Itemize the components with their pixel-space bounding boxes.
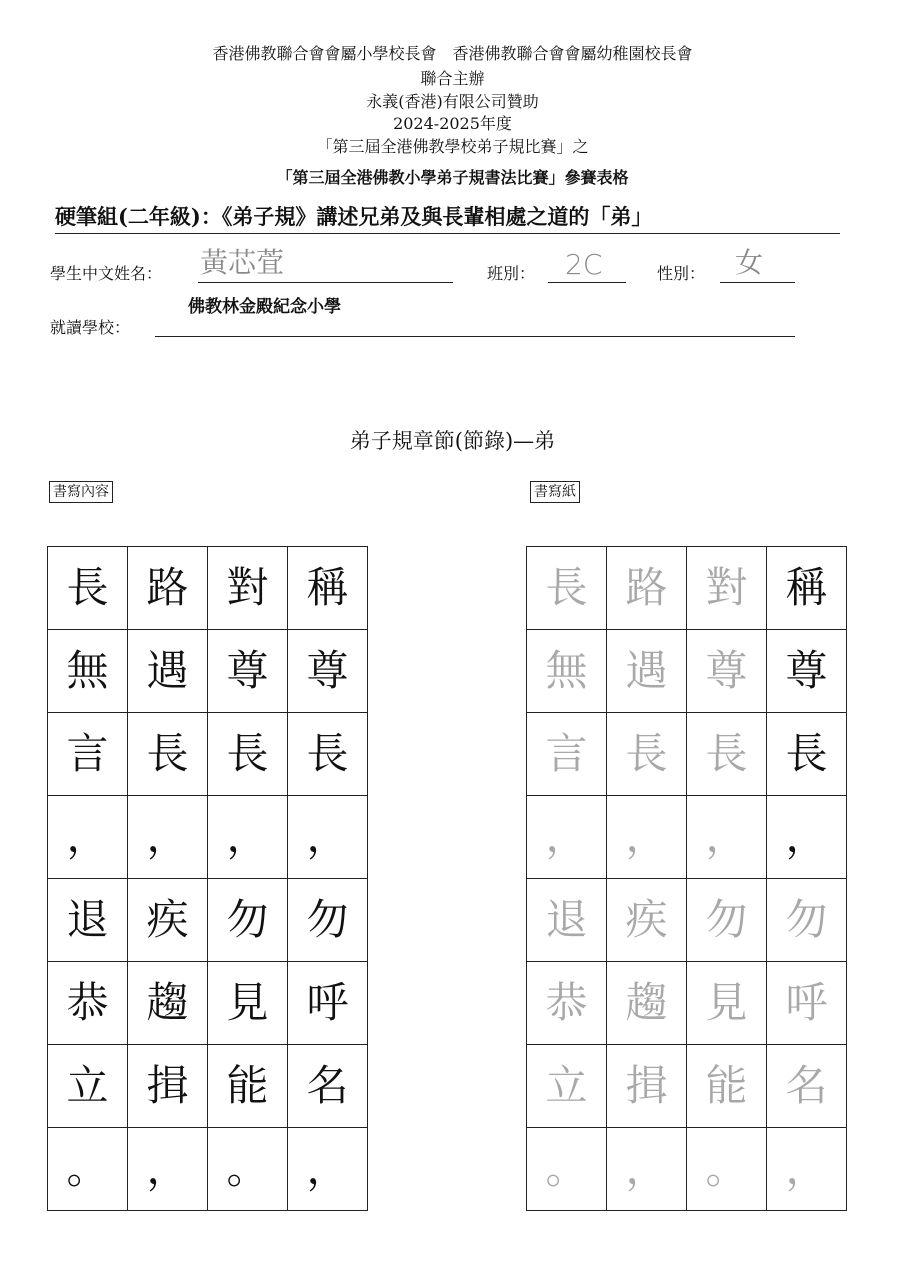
practice-cell[interactable]: 勿 [687, 879, 767, 962]
model-cell: ， [288, 796, 368, 879]
practice-cell[interactable]: 。 [527, 1128, 607, 1211]
practice-cell[interactable]: 退 [527, 879, 607, 962]
model-cell: ， [288, 1128, 368, 1211]
class-label: 班別： [487, 264, 536, 283]
gender-value[interactable]: 女 [735, 246, 764, 279]
gender-underline [720, 282, 795, 283]
model-cell: 勿 [288, 879, 368, 962]
practice-cell[interactable]: 路 [607, 547, 687, 630]
practice-cell[interactable]: 恭 [527, 962, 607, 1045]
practice-cell[interactable]: 。 [687, 1128, 767, 1211]
practice-cell[interactable]: 長 [607, 713, 687, 796]
practice-cell[interactable]: ， [607, 796, 687, 879]
model-grid [47, 546, 368, 1211]
model-cell: 恭 [48, 962, 128, 1045]
model-cell: 對 [208, 547, 288, 630]
name-underline [198, 282, 453, 283]
practice-cell[interactable]: 長 [527, 547, 607, 630]
practice-cell[interactable]: 疾 [607, 879, 687, 962]
model-cell: 言 [48, 713, 128, 796]
model-cell: 尊 [288, 630, 368, 713]
practice-cell[interactable]: 能 [687, 1045, 767, 1128]
practice-cell[interactable]: 稱 [767, 547, 847, 630]
practice-cell[interactable]: 勿 [767, 879, 847, 962]
writing-paper-label: 書寫紙 [530, 481, 580, 503]
sponsor-line: 永義(香港)有限公司贊助 [366, 92, 539, 111]
model-cell: 路 [128, 547, 208, 630]
model-cell: 無 [48, 630, 128, 713]
model-cell: ， [128, 796, 208, 879]
model-cell: 能 [208, 1045, 288, 1128]
practice-cell[interactable]: 言 [527, 713, 607, 796]
model-cell: 尊 [208, 630, 288, 713]
subject-heading: 硬筆組(二年級)：《弟子規》講述兄弟及與長輩相處之道的「弟」 [55, 203, 840, 234]
model-cell: 長 [48, 547, 128, 630]
name-value[interactable]: 黃芯萓 [200, 246, 285, 279]
model-cell: 長 [288, 713, 368, 796]
practice-cell[interactable]: 遇 [607, 630, 687, 713]
gender-label: 性別： [657, 264, 706, 283]
practice-cell[interactable]: 對 [687, 547, 767, 630]
school-label: 就讀學校： [50, 318, 131, 337]
practice-cell[interactable]: 尊 [687, 630, 767, 713]
practice-cell[interactable]: 名 [767, 1045, 847, 1128]
model-cell: 。 [48, 1128, 128, 1211]
section-title: 弟子規章節(節錄)—弟 [349, 429, 556, 453]
form-title: 「第三屆全港佛教小學弟子規書法比賽」參賽表格 [276, 168, 629, 187]
practice-cell[interactable]: 立 [527, 1045, 607, 1128]
model-cell: 見 [208, 962, 288, 1045]
competition-line: 「第三屆全港佛教學校弟子規比賽」之 [316, 137, 589, 156]
practice-cell[interactable]: 尊 [767, 630, 847, 713]
model-cell: 趨 [128, 962, 208, 1045]
model-cell: 長 [208, 713, 288, 796]
practice-cell[interactable]: ， [767, 1128, 847, 1211]
name-label: 學生中文姓名： [50, 264, 163, 283]
year-line: 2024-2025年度 [393, 114, 512, 133]
practice-cell[interactable]: ， [527, 796, 607, 879]
model-cell: 揖 [128, 1045, 208, 1128]
practice-cell[interactable]: 無 [527, 630, 607, 713]
practice-cell[interactable]: ， [607, 1128, 687, 1211]
practice-cell[interactable]: 長 [687, 713, 767, 796]
content-label: 書寫內容 [49, 481, 113, 503]
practice-cell[interactable]: 見 [687, 962, 767, 1045]
practice-cell[interactable]: 揖 [607, 1045, 687, 1128]
practice-grid [526, 546, 847, 1211]
practice-cell[interactable]: 趨 [607, 962, 687, 1045]
model-cell: 名 [288, 1045, 368, 1128]
school-value[interactable]: 佛教林金殿紀念小學 [188, 297, 341, 317]
model-cell: ， [208, 796, 288, 879]
model-cell: 疾 [128, 879, 208, 962]
model-cell: 稱 [288, 547, 368, 630]
model-cell: 退 [48, 879, 128, 962]
practice-cell[interactable]: ， [767, 796, 847, 879]
model-cell: 勿 [208, 879, 288, 962]
practice-cell[interactable]: 呼 [767, 962, 847, 1045]
model-cell: 呼 [288, 962, 368, 1045]
co-host-line: 聯合主辦 [420, 69, 485, 88]
model-cell: 長 [128, 713, 208, 796]
practice-cell[interactable]: 長 [767, 713, 847, 796]
school-underline [155, 336, 795, 337]
model-cell: 遇 [128, 630, 208, 713]
model-cell: ， [48, 796, 128, 879]
organizers-line: 香港佛教聯合會會屬小學校長會 香港佛教聯合會會屬幼稚園校長會 [212, 44, 693, 63]
class-underline [548, 282, 626, 283]
practice-cell[interactable]: ， [687, 796, 767, 879]
class-value[interactable]: 2C [565, 248, 603, 281]
model-cell: 立 [48, 1045, 128, 1128]
model-cell: 。 [208, 1128, 288, 1211]
model-cell: ， [128, 1128, 208, 1211]
